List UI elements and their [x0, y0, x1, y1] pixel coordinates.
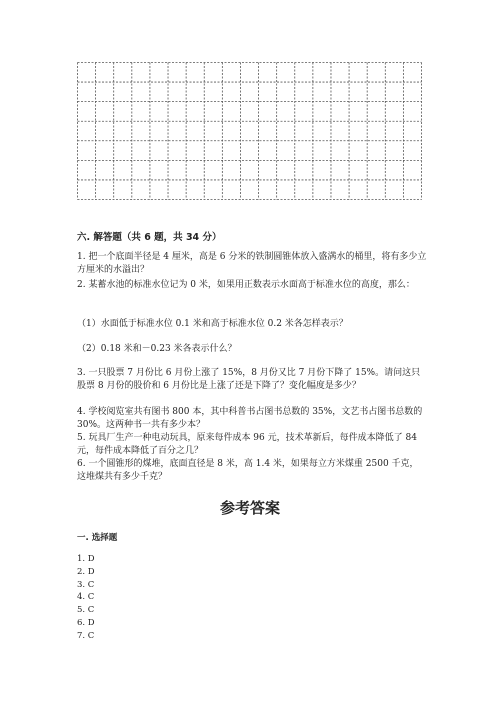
answer-item: 5. C [77, 605, 95, 616]
question-2-part-1: （1）水面低于标准水位 0.1 米和高于标准水位 0.2 米各怎样表示？ [77, 319, 348, 329]
question-2-part-2: （2）0.18 米和－0.23 米各表示什么？ [77, 344, 237, 354]
answer-list [77, 553, 95, 643]
answer-item: 6. D [77, 617, 95, 628]
answer-section-title: 一. 选择题 [77, 533, 118, 543]
answer-item: 1. D [77, 554, 95, 564]
question-3: 3. 一只股票 7 月份比 6 月份上涨了 15%，8 月份又比 7 月份下降了 15%。请问这只股票 8 月份的股价和 6 月份比是上涨了还是下降了？变化幅度是多少？ [77, 368, 421, 391]
section-title: 六. 解答题（共 6 题，共 34 分） [77, 232, 222, 243]
writing-grid [77, 62, 422, 200]
question-1: 1. 把一个底面半径是 4 厘米，高是 6 分米的铁制圆锥体放入盛满水的桶里，将有多少立方厘米的水溢出？ [77, 252, 427, 275]
question-2: 2. 某蓄水池的标准水位记为 0 米，如果用正数表示水面高于标准水位的高度，那么： [77, 280, 415, 290]
question-6: 6. 一个圆锥形的煤堆，底面直径是 8 米，高 1.4 米，如果每立方米煤重 2500 千克，这堆煤共有多少千克？ [77, 459, 419, 482]
question-5: 5. 玩具厂生产一种电动玩具，原来每件成本 96 元，技术革新后，每件成本降低了 84 元，每件成本降低了百分之几？ [77, 433, 417, 456]
answer-item: 3. C [77, 579, 95, 590]
answer-key-title: 参考答案 [219, 499, 280, 517]
question-4: 4. 学校阅览室共有图书 800 本，其中科普书占图书总数的 35%，文艺书占图书总数的 30%。这两种书一共有多少本？ [77, 407, 423, 430]
answer-item: 7. C [77, 630, 95, 641]
answer-item: 2. D [77, 566, 95, 577]
answer-item: 4. C [77, 592, 95, 603]
